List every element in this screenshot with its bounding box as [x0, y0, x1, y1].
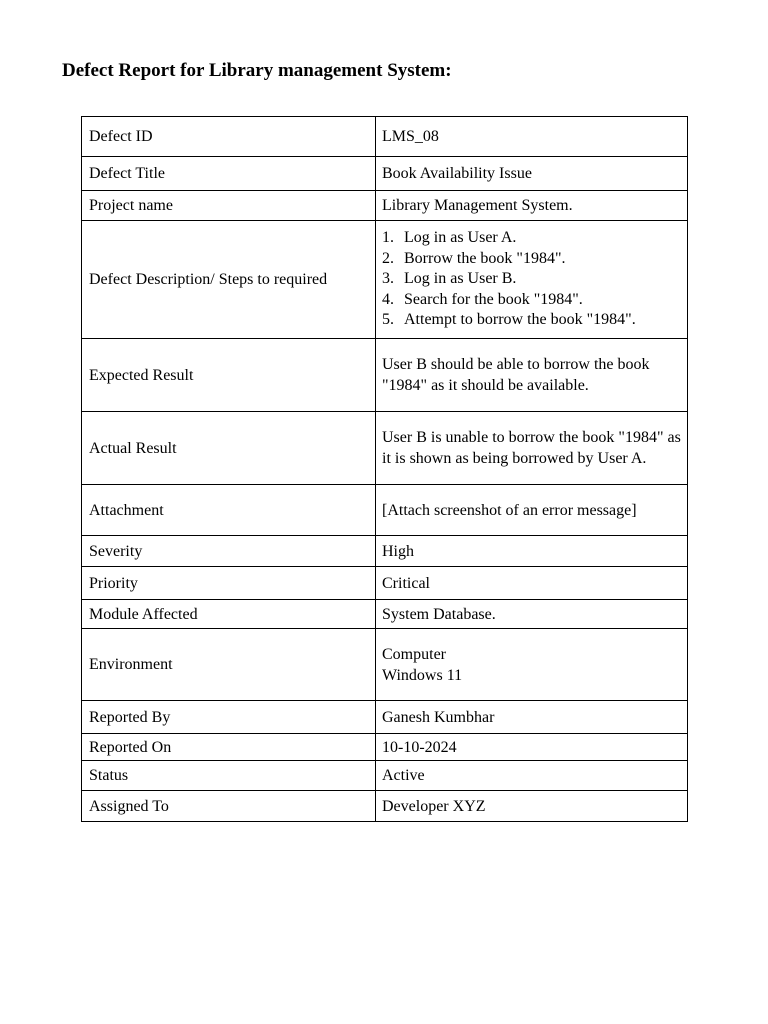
list-item — [382, 310, 681, 331]
step-number: 3. — [382, 270, 394, 288]
field-label: Defect Description/ Steps to required — [82, 221, 376, 339]
document-title: Defect Report for Library management System: — [62, 60, 452, 81]
step-text: Log in as User A. — [404, 229, 517, 247]
field-label: Environment — [82, 629, 376, 701]
field-value: High — [376, 536, 688, 567]
field-value: Library Management System. — [376, 191, 688, 221]
step-number: 1. — [382, 229, 394, 247]
field-value: Active — [376, 761, 688, 791]
table-row — [82, 221, 688, 339]
field-value: System Database. — [376, 600, 688, 629]
field-value: LMS_08 — [376, 117, 688, 157]
table-row — [82, 536, 688, 567]
step-text: Attempt to borrow the book "1984". — [404, 311, 636, 329]
field-label: Project name — [82, 191, 376, 221]
table-row — [82, 629, 688, 701]
field-label: Severity — [82, 536, 376, 567]
list-item — [382, 228, 681, 249]
field-value: Developer XYZ — [376, 791, 688, 822]
environment-line: Windows 11 — [382, 666, 463, 684]
step-text: Log in as User B. — [404, 270, 517, 288]
table-row — [82, 761, 688, 791]
field-value: User B should be able to borrow the book "1984" as it should be available. — [376, 339, 688, 412]
field-label: Priority — [82, 567, 376, 600]
defect-report-table — [81, 116, 688, 822]
environment-line: Computer — [382, 645, 446, 663]
table-row — [82, 567, 688, 600]
step-number: 2. — [382, 249, 394, 267]
list-item — [382, 269, 681, 290]
steps-list — [382, 228, 681, 331]
field-label: Actual Result — [82, 412, 376, 485]
field-value: 10-10-2024 — [376, 734, 688, 761]
field-value: Critical — [376, 567, 688, 600]
table-row — [82, 117, 688, 157]
field-value — [376, 221, 688, 339]
field-value: [Attach screenshot of an error message] — [376, 485, 688, 536]
field-label: Assigned To — [82, 791, 376, 822]
field-label: Expected Result — [82, 339, 376, 412]
field-label: Defect ID — [82, 117, 376, 157]
step-text: Search for the book "1984". — [404, 290, 583, 308]
field-label: Attachment — [82, 485, 376, 536]
table-row — [82, 701, 688, 734]
field-label: Reported By — [82, 701, 376, 734]
table-row — [82, 191, 688, 221]
field-value: Book Availability Issue — [376, 157, 688, 191]
table-row — [82, 734, 688, 761]
field-label: Reported On — [82, 734, 376, 761]
field-label: Defect Title — [82, 157, 376, 191]
table-row — [82, 339, 688, 412]
table-row — [82, 600, 688, 629]
list-item — [382, 290, 681, 311]
step-number: 4. — [382, 290, 394, 308]
table-row — [82, 485, 688, 536]
field-value: Ganesh Kumbhar — [376, 701, 688, 734]
field-value — [376, 629, 688, 701]
step-number: 5. — [382, 311, 394, 329]
table-row — [82, 157, 688, 191]
step-text: Borrow the book "1984". — [404, 249, 566, 267]
table-row — [82, 412, 688, 485]
field-value: User B is unable to borrow the book "1984" as it is shown as being borrowed by User A. — [376, 412, 688, 485]
field-label: Module Affected — [82, 600, 376, 629]
list-item — [382, 249, 681, 270]
field-label: Status — [82, 761, 376, 791]
table-row — [82, 791, 688, 822]
